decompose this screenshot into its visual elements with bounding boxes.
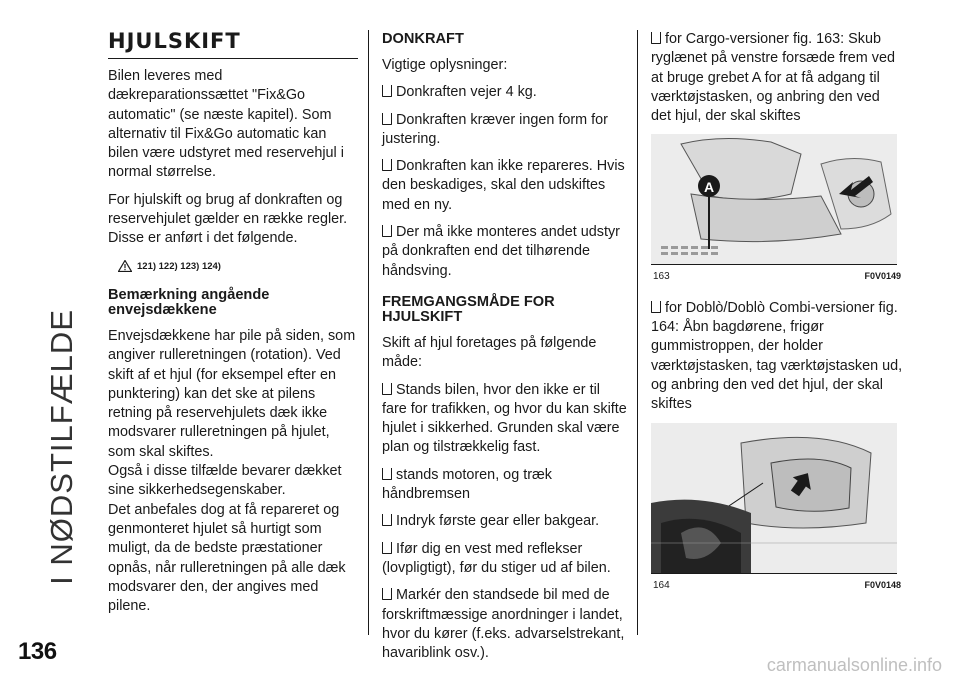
- bullet-icon: [382, 159, 392, 171]
- section-title: HJULSKIFT: [108, 30, 358, 59]
- column-divider-2: [637, 30, 638, 635]
- watermark-text: carmanualsonline.info: [766, 655, 942, 675]
- warning-references: [118, 257, 358, 276]
- body-line-1: Envejsdækkene har pile på siden, som angiver rulleretningen (rotation). Ved skift af et hjul (for eksempel efter en punktering) kan det ske at pilens retning på reservehjulets dæk ikke modsvarer rulleretningen på hjulet, som skal skiftes.: [108, 327, 356, 460]
- rules-paragraph: For hjulskift og brug af donkraften og reservehjulet gælder en række regler. Disse er anført i det følgende.: [108, 191, 348, 247]
- procedure-bullet-4: Ifør dig en vest med reflekser (lovpligtigt), før du stiger ud af bilen.: [382, 540, 611, 576]
- bullet-icon: [382, 85, 392, 97]
- doblo-bullet: for Doblò/Doblò Combi-versioner fig. 164: Åbn bagdørene, frigør gummistroppen, der holder værktøjstasken, tag værktøjstasken ud, og anbring den ved det hjul, der skal skiftes: [651, 299, 903, 413]
- jack-bullet-4: Der må ikke monteres andet udstyr på donkraften end det tilhørende håndsving.: [382, 224, 620, 279]
- figure-164-image: [651, 423, 897, 574]
- seat-lever-illustration: [651, 134, 897, 264]
- figure-163-code: F0V0149: [864, 271, 901, 282]
- heading-procedure: FREMGANGSMÅDE FOR HJULSKIFT: [382, 293, 555, 325]
- tool-bag-illustration: [651, 423, 897, 573]
- bullet-icon: [382, 542, 392, 554]
- body-line-3: Det anbefales dog at få repareret og genmonteret hjulet så hurtigt som muligt, da de bedste præstationer opnås, når rulleretningen på alle dæk modsvarer den, der angives med pilene.: [108, 501, 346, 615]
- procedure-bullet-1: Stands bilen, hvor den ikke er til fare for trafikken, og hvor du kan skifte hjulet i sikkerhed. Grunden skal være plan og tilstrækkelig fast.: [382, 381, 627, 456]
- figure-label-A: A: [703, 179, 715, 196]
- bullet-icon: [382, 225, 392, 237]
- page-number: 136: [18, 638, 57, 665]
- column-3: [651, 30, 903, 595]
- bullet-icon: [382, 383, 392, 395]
- bullet-icon: [382, 588, 392, 600]
- body-line-2: Også i disse tilfælde bevarer dækket sine sikkerhedsegenskaber.: [108, 463, 342, 499]
- chapter-side-label: [42, 25, 82, 585]
- column-1: [108, 30, 358, 616]
- procedure-bullet-5: Markér den standsede bil med de forskriftmæssige anordninger i landet, hvor du kører (f.eks. advarselstrekant, havariblink osv.).: [382, 587, 625, 662]
- heading-jack: DONKRAFT: [382, 31, 464, 47]
- chapter-title-vertical: I NØDSTILFÆLDE: [44, 309, 79, 585]
- jack-bullet-1: Donkraften vejer 4 kg.: [382, 83, 628, 102]
- bullet-icon: [382, 113, 392, 125]
- procedure-bullet-2: stands motoren, og træk håndbremsen: [382, 466, 552, 503]
- figure-163-number: 163: [653, 271, 670, 283]
- figure-163-image: [651, 134, 897, 265]
- bullet-icon: [651, 301, 661, 313]
- procedure-bullet-3: Indryk første gear eller bakgear.: [382, 512, 628, 531]
- figure-164-code: F0V0148: [864, 579, 901, 590]
- warning-triangle-icon: [118, 260, 132, 272]
- column-2: [382, 30, 628, 671]
- jack-bullet-3: Donkraften kan ikke repareres. Hvis den beskadiges, skal den udskiftes med en ny.: [382, 158, 625, 213]
- procedure-lead: Skift af hjul foretages på følgende måde:: [382, 334, 597, 371]
- jack-bullet-2: Donkraften kræver ingen form for justering.: [382, 111, 608, 147]
- figure-163: [651, 134, 903, 286]
- bullet-icon: [382, 514, 392, 526]
- cargo-bullet: for Cargo-versioner fig. 163: Skub ryglænet på venstre forsæde frem ved at bruge grebet A for at få adgang til værktøjstasken, og anbring den ved det hjul, der skal skiftes: [651, 31, 895, 125]
- bullet-icon: [382, 468, 392, 480]
- subheading-directional-tyres: Bemærkning angående envejsdækkene: [108, 286, 270, 318]
- intro-paragraph: Bilen leveres med dækreparationssættet "Fix&Go automatic" (se næste kapitel). Som alternativ til Fix&Go automatic kan bilen være udstyret med reservehjul i normal størrelse.: [108, 68, 344, 181]
- figure-164-caption: [651, 576, 903, 595]
- figure-164: [651, 423, 903, 595]
- jack-lead: Vigtige oplysninger:: [382, 57, 508, 73]
- figure-164-number: 164: [653, 579, 670, 591]
- column-divider-1: [368, 30, 369, 635]
- figure-163-caption: [651, 267, 903, 286]
- warning-refs-text: 121) 122) 123) 124): [137, 260, 221, 272]
- bullet-icon: [651, 32, 661, 44]
